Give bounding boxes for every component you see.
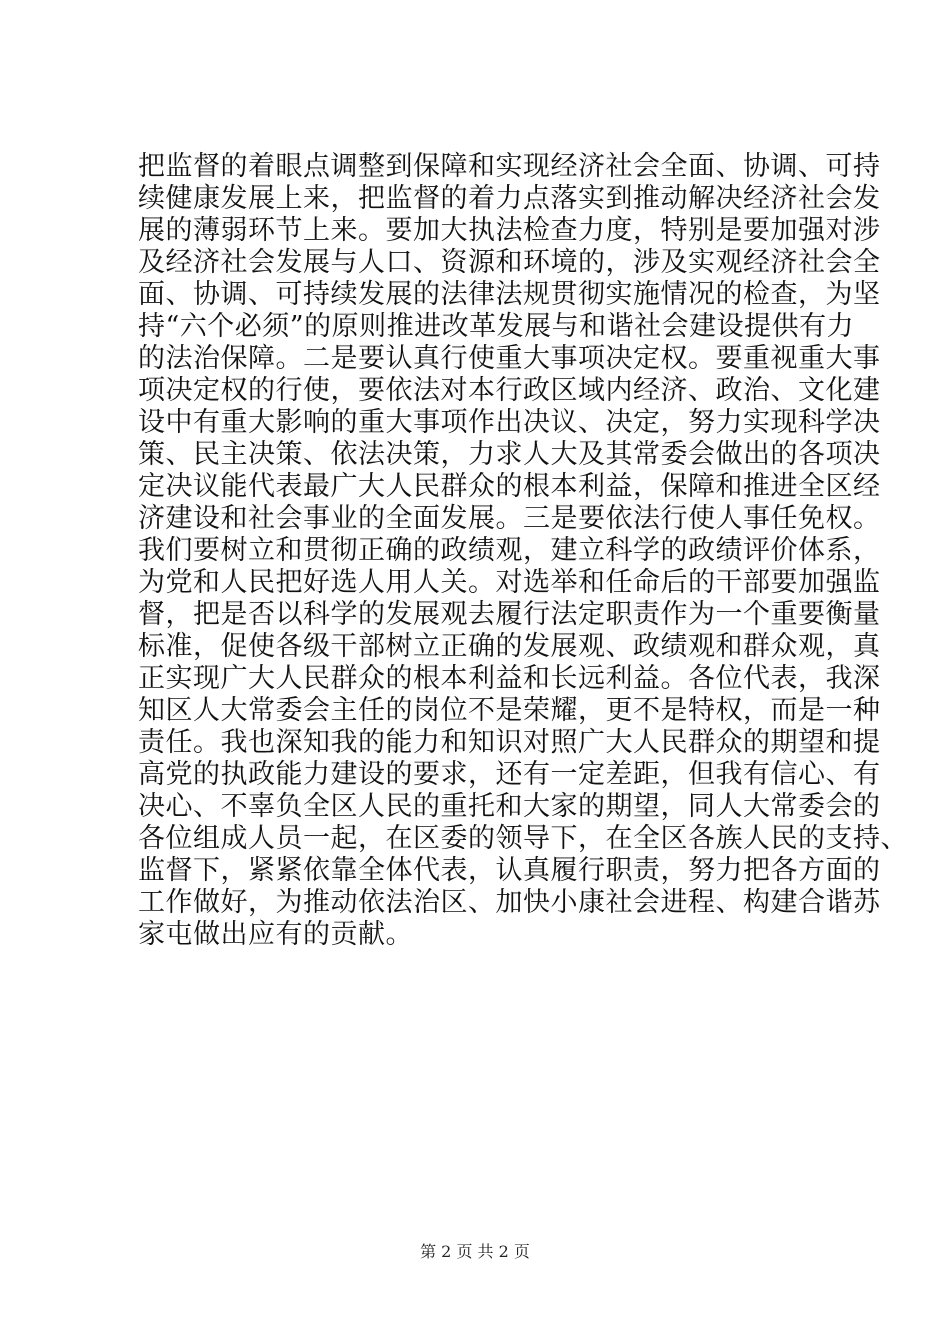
body-paragraph — [138, 151, 908, 951]
text-line: 工作做好，为推动依法治区、加快小康社会进程、构建合谐苏 — [138, 887, 881, 918]
text-line: 各位组成人员一起，在区委的领导下，在全区各族人民的支持、 — [138, 823, 908, 854]
text-line: 责任。我也深知我的能力和知识对照广大人民群众的期望和提 — [138, 727, 881, 758]
text-line: 知区人大常委会主任的岗位不是荣耀，更不是特权，而是一种 — [138, 695, 881, 726]
text-line: 的法治保障。二是要认真行使重大事项决定权。要重视重大事 — [138, 343, 881, 374]
text-line: 标准，促使各级干部树立正确的发展观、政绩观和群众观，真 — [138, 631, 881, 662]
text-line: 决心、不辜负全区人民的重托和大家的期望，同人大常委会的 — [138, 791, 881, 822]
text-line: 我们要树立和贯彻正确的政绩观，建立科学的政绩评价体系， — [138, 535, 881, 566]
text-line: 策、民主决策、依法决策，力求人大及其常委会做出的各项决 — [138, 439, 881, 470]
text-line: 项决定权的行使，要依法对本行政区域内经济、政治、文化建 — [138, 375, 881, 406]
text-line: 督，把是否以科学的发展观去履行法定职责作为一个重要衡量 — [138, 599, 881, 630]
page-number-footer: 第 2 页 共 2 页 — [420, 1242, 530, 1261]
text-line: 监督下，紧紧依靠全体代表，认真履行职责，努力把各方面的 — [138, 855, 881, 886]
text-line: 家屯做出应有的贡献。 — [138, 919, 413, 950]
text-line: 续健康发展上来，把监督的着力点落实到推动解决经济社会发 — [138, 183, 881, 214]
text-line: 济建设和社会事业的全面发展。三是要依法行使人事任免权。 — [138, 503, 881, 534]
text-line: 设中有重大影响的重大事项作出决议、决定，努力实现科学决 — [138, 407, 881, 438]
text-line: 及经济社会发展与人口、资源和环境的，涉及实观经济社会全 — [138, 247, 881, 278]
text-line: 持“六个必须”的原则推进改革发展与和谐社会建设提供有力 — [138, 311, 855, 342]
text-line: 高党的执政能力建设的要求，还有一定差距，但我有信心、有 — [138, 759, 881, 790]
text-line: 正实现广大人民群众的根本利益和长远利益。各位代表，我深 — [138, 663, 881, 694]
text-line: 为党和人民把好选人用人关。对选举和任命后的干部要加强监 — [138, 567, 881, 598]
text-line: 把监督的着眼点调整到保障和实现经济社会全面、协调、可持 — [138, 151, 881, 182]
text-line: 展的薄弱环节上来。要加大执法检查力度，特别是要加强对涉 — [138, 215, 881, 246]
text-line: 定决议能代表最广大人民群众的根本利益，保障和推进全区经 — [138, 471, 881, 502]
text-line: 面、协调、可持续发展的法律法规贯彻实施情况的检查，为坚 — [138, 279, 881, 310]
